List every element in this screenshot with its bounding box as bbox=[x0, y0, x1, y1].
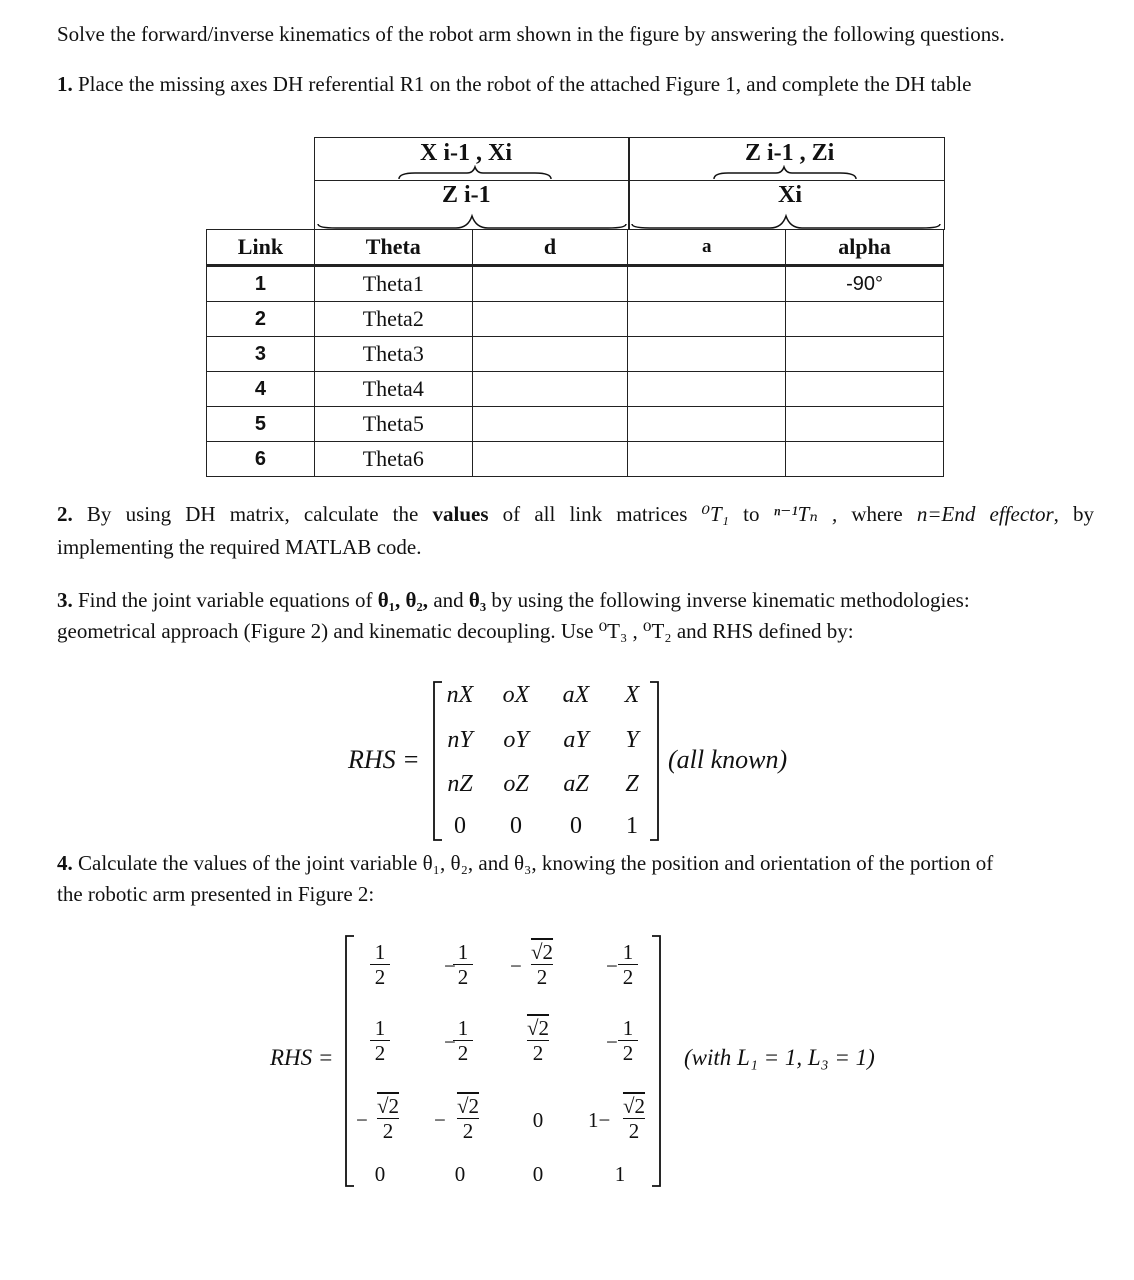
brace-bottom-left bbox=[316, 210, 628, 230]
brace-top-left bbox=[395, 165, 555, 183]
matrix-cell: 0 bbox=[454, 813, 466, 839]
question-2-where: where bbox=[851, 502, 903, 526]
table-row bbox=[207, 302, 944, 337]
dh-theta: Theta1 bbox=[314, 266, 472, 302]
dh-alpha bbox=[786, 302, 944, 337]
matrix-cell: √2 2 bbox=[530, 940, 554, 989]
question-2-line-2: implementing the required MATLAB code. bbox=[57, 535, 422, 559]
matrix-cell: 0 bbox=[532, 1162, 544, 1186]
question-1 bbox=[57, 69, 1097, 99]
minus-sign: − bbox=[510, 954, 522, 978]
question-1-text: Place the missing axes DH referential R1 on the robot of the attached Figure 1, and complete the DH table bbox=[78, 72, 972, 96]
matrix-cell: Y bbox=[625, 727, 639, 753]
question-3-line-1 bbox=[57, 585, 1117, 615]
question-3-theta-2: θ₂, bbox=[405, 588, 429, 612]
matrix-cell: 1 bbox=[626, 813, 638, 839]
minus-sign: − bbox=[434, 1108, 446, 1132]
dh-a bbox=[628, 337, 786, 372]
question-2-text-c: , by bbox=[1053, 502, 1095, 526]
minus-sign: − bbox=[444, 1030, 456, 1054]
minus-sign: − bbox=[606, 1030, 618, 1054]
dh-theta: Theta2 bbox=[314, 302, 472, 337]
dh-header-row bbox=[207, 230, 944, 266]
dh-header-link: Link bbox=[207, 230, 315, 266]
matrix-cell: √2 2 bbox=[526, 1016, 550, 1065]
dh-header-a: a bbox=[628, 230, 786, 266]
matrix-cell: 0 bbox=[570, 813, 582, 839]
table-row bbox=[207, 442, 944, 477]
dh-d bbox=[472, 442, 628, 477]
question-2-line-1 bbox=[57, 499, 1094, 529]
dh-header-theta: Theta bbox=[314, 230, 472, 266]
dh-header-d: d bbox=[472, 230, 628, 266]
dh-alpha: -90° bbox=[786, 266, 944, 302]
dh-a bbox=[628, 442, 786, 477]
dh-theta: Theta3 bbox=[314, 337, 472, 372]
matrix-cell: oY bbox=[503, 727, 529, 753]
dh-link: 2 bbox=[207, 302, 315, 337]
matrix-cell: Z bbox=[625, 771, 639, 797]
question-4-line-2: the robotic arm presented in Figure 2: bbox=[57, 882, 375, 906]
matrix-cell: 1 2 bbox=[618, 940, 638, 989]
question-3-line-2: geometrical approach (Figure 2) and kinematic decoupling. Use ⁰T₃ , ⁰T₂ and RHS defined by: bbox=[57, 619, 854, 643]
dh-alpha bbox=[786, 442, 944, 477]
question-4-text: Calculate the values of the joint variable θ₁, θ₂, and θ₃, knowing the position and orientation of the portion of bbox=[78, 851, 994, 875]
dh-alpha bbox=[786, 407, 944, 442]
dh-link: 1 bbox=[207, 266, 315, 302]
dh-alpha bbox=[786, 372, 944, 407]
question-3-text-a: Find the joint variable equations of bbox=[78, 588, 373, 612]
rhs-2-note: (with L₁ = 1, L₃ = 1) bbox=[684, 1045, 875, 1070]
question-4-line-1 bbox=[57, 848, 1117, 878]
question-2-bold: values bbox=[432, 502, 489, 526]
dh-alpha bbox=[786, 337, 944, 372]
matrix-cell: 1 2 bbox=[618, 1016, 638, 1065]
question-1-number: 1. bbox=[57, 72, 73, 96]
question-2-matrix-2: ⁿ⁻¹Tₙ , bbox=[773, 502, 838, 526]
matrix-cell: 1 2 bbox=[370, 1016, 390, 1065]
dh-d bbox=[472, 372, 628, 407]
dh-annotation-xi: Xi bbox=[778, 182, 802, 208]
dh-header-alpha: alpha bbox=[786, 230, 944, 266]
brace-bottom-right bbox=[630, 210, 942, 230]
matrix-cell: oZ bbox=[503, 771, 529, 797]
dh-d bbox=[472, 407, 628, 442]
dh-link: 4 bbox=[207, 372, 315, 407]
matrix-cell: √2 2 bbox=[376, 1094, 400, 1143]
dh-link: 5 bbox=[207, 407, 315, 442]
matrix-cell: 1 bbox=[614, 1162, 626, 1186]
dh-annotation-z: Z i-1 bbox=[442, 182, 491, 208]
matrix-cell: nY bbox=[447, 727, 473, 753]
matrix-cell: 0 bbox=[374, 1162, 386, 1186]
minus-sign: − bbox=[444, 954, 456, 978]
dh-a bbox=[628, 302, 786, 337]
question-3-number: 3. bbox=[57, 588, 73, 612]
dh-link: 6 bbox=[207, 442, 315, 477]
dh-theta: Theta4 bbox=[314, 372, 472, 407]
rhs-1-note: (all known) bbox=[668, 745, 788, 774]
brace-top-right bbox=[710, 165, 860, 183]
rhs-2-label: RHS = bbox=[270, 1045, 334, 1070]
table-row bbox=[207, 372, 944, 407]
question-2-number: 2. bbox=[57, 502, 73, 526]
dh-d bbox=[472, 266, 628, 302]
matrix-cell: 0 bbox=[510, 813, 522, 839]
matrix-cell: 0 bbox=[454, 1162, 466, 1186]
question-2-italic: n=End effector bbox=[916, 502, 1054, 526]
table-row bbox=[207, 407, 944, 442]
dh-theta: Theta5 bbox=[314, 407, 472, 442]
question-3-theta-1: θ₁, bbox=[377, 588, 401, 612]
dh-a bbox=[628, 266, 786, 302]
minus-sign: − bbox=[606, 954, 618, 978]
question-2-matrix-1: ⁰T₁ bbox=[701, 502, 729, 526]
matrix-cell: 1 2 bbox=[370, 940, 390, 989]
matrix-cell: nX bbox=[446, 682, 474, 708]
dh-d bbox=[472, 302, 628, 337]
matrix-cell: √2 2 bbox=[622, 1094, 646, 1143]
dh-a bbox=[628, 372, 786, 407]
matrix-cell: 0 bbox=[532, 1108, 544, 1132]
question-3-theta-3: θ₃ bbox=[468, 588, 487, 612]
table-row bbox=[207, 337, 944, 372]
rhs-2-matrix bbox=[342, 934, 664, 1190]
question-3-text-b: by using the following inverse kinematic methodologies: bbox=[491, 588, 970, 612]
dh-a bbox=[628, 407, 786, 442]
question-2-text-a: By using DH matrix, calculate the bbox=[86, 502, 419, 526]
matrix-cell: 1 2 bbox=[453, 940, 473, 989]
table-row bbox=[207, 266, 944, 302]
dh-theta: Theta6 bbox=[314, 442, 472, 477]
dh-annotation-x: X i-1 , Xi bbox=[420, 140, 512, 166]
rhs-1-label: RHS = bbox=[348, 745, 420, 774]
dh-d bbox=[472, 337, 628, 372]
dh-table bbox=[206, 229, 944, 477]
matrix-cell: aZ bbox=[563, 771, 589, 797]
question-2-text-b: of all link matrices bbox=[502, 502, 688, 526]
matrix-cell: oX bbox=[502, 682, 530, 708]
matrix-cell: 1 2 bbox=[453, 1016, 473, 1065]
minus-sign: − bbox=[356, 1108, 368, 1132]
intro-text: Solve the forward/inverse kinematics of the robot arm shown in the figure by answering the following questions. bbox=[57, 22, 1005, 46]
rhs-1-matrix bbox=[430, 680, 662, 842]
matrix-cell: √2 2 bbox=[456, 1094, 480, 1143]
question-2-to: to bbox=[743, 502, 760, 526]
matrix-cell: X bbox=[624, 682, 640, 708]
dh-link: 3 bbox=[207, 337, 315, 372]
matrix-cell: nZ bbox=[447, 771, 473, 797]
dh-annotation-z-pair: Z i-1 , Zi bbox=[745, 140, 835, 166]
matrix-cell: aY bbox=[563, 727, 589, 753]
one-minus: 1− bbox=[588, 1108, 611, 1132]
question-3-and: and bbox=[433, 588, 464, 612]
matrix-cell: aX bbox=[562, 682, 590, 708]
question-4-number: 4. bbox=[57, 851, 73, 875]
